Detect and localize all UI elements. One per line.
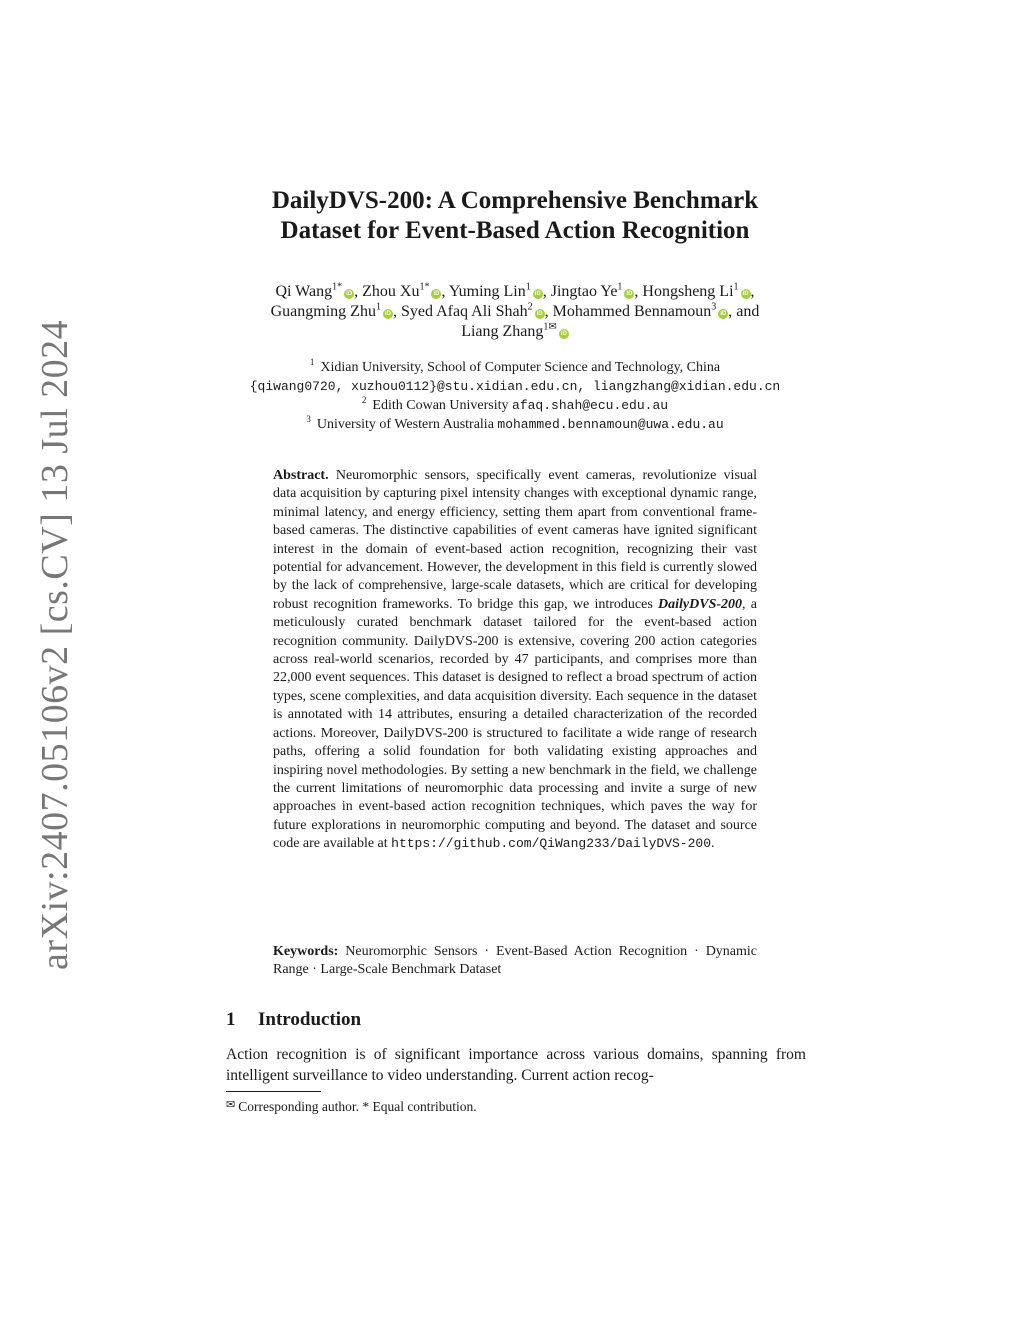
affiliations [200, 358, 830, 434]
paper-title [150, 186, 880, 246]
keywords-label: Keywords: [273, 944, 339, 959]
author-name: Syed Afaq Ali Shah [400, 303, 528, 320]
affiliation-email[interactable]: mohammed.bennamoun@uwa.edu.au [497, 417, 724, 432]
repository-link[interactable]: https://github.com/QiWang233/DailyDVS-200 [391, 836, 712, 852]
orcid-icon[interactable]: iD [384, 311, 391, 317]
author-separator: , [542, 283, 551, 300]
author-list [200, 282, 830, 342]
affiliation-3 [200, 415, 830, 434]
envelope-icon: ✉ [548, 321, 557, 333]
affiliation-number: 2 [361, 395, 367, 406]
footnote [226, 1096, 806, 1116]
abstract-text-part1: Neuromorphic sensors, specifically event cameras, revolutionize visual data acquisition by capturing pixel intensity changes with exceptional dynamic range, minimal latency, and energy efficiency, setting them apart from conventional frame-based cameras. The distinctive capabilities of event cameras have ignited significant interest in the domain of event-based action recognition, recognizing their vast potential for advancement. However, the development in this field is currently slowed by the lack of comprehensive, large-scale datasets, which are critical for developing robust recognition frameworks. To bridge this gap, we introduces [273, 468, 757, 612]
author-affil-sup: 2 [527, 301, 533, 313]
author-affil-sup: 1 [525, 281, 531, 293]
affiliation-number: 3 [306, 414, 311, 425]
title-line-1: DailyDVS-200: A Comprehensive Benchmark [271, 187, 759, 214]
affiliation-text: Edith Cowan University [372, 398, 509, 413]
orcid-icon[interactable]: iD [433, 291, 440, 297]
author-name: Yuming Lin [448, 283, 526, 300]
orcid-icon[interactable]: iD [560, 331, 567, 337]
introduction-paragraph: Action recognition is of significant importance across various domains, spanning from intelligent surveillance to video understanding. Current action recog- [226, 1046, 806, 1084]
arxiv-identifier-stamp: arXiv:2407.05106v2 [cs.CV] 13 Jul 2024 [34, 319, 76, 970]
author-name: Qi Wang [275, 283, 333, 300]
affiliation-number: 1 [309, 357, 315, 368]
abstract-label: Abstract. [273, 468, 329, 483]
abstract-end: . [711, 836, 715, 852]
orcid-icon[interactable]: iD [626, 291, 633, 297]
orcid-icon[interactable]: iD [742, 291, 749, 297]
author-affil-sup: 1 [375, 301, 381, 313]
author-affil-number: 1 [543, 321, 549, 333]
affiliation-1 [200, 358, 830, 377]
author-name: Liang Zhang [461, 323, 544, 340]
orcid-icon[interactable]: iD [346, 291, 353, 297]
author-separator: , [634, 283, 643, 300]
envelope-icon: ✉ [226, 1099, 236, 1111]
section-title: Introduction [258, 1009, 362, 1030]
footnote-rule [226, 1091, 321, 1092]
author-affil-sup: 3 [711, 301, 717, 313]
keywords-text: Neuromorphic Sensors · Event-Based Action Recognition · Dynamic Range · Large-Scale Benchmark Dataset [273, 944, 758, 978]
author-separator: , [750, 283, 755, 300]
affiliation-text: Xidian University, School of Computer Science and Technology, China [320, 360, 721, 375]
author-affil-sup: 1 [617, 281, 623, 293]
orcid-icon[interactable]: iD [720, 311, 727, 317]
author-name: Guangming Zhu [270, 303, 376, 320]
affiliation-email[interactable]: afaq.shah@ecu.edu.au [512, 398, 669, 413]
affiliation-1-emails[interactable]: {qiwang0720, xuzhou0112}@stu.xidian.edu.cn, liangzhang@xidian.edu.cn [249, 379, 781, 394]
author-name: Mohammed Bennamoun [552, 303, 712, 320]
abstract-text-part2: , a meticulously curated benchmark dataset tailored for the event-based action recognition community. DailyDVS-200 is extensive, covering 200 action categories across real-world scenarios, recorded by 47 participants, and comprises more than 22,000 event sequences. This dataset is designed to reflect a broad spectrum of action types, scene complexities, and data acquisition diversity. Each sequence in the dataset is annotated with 14 attributes, ensuring a detailed characterization of the recorded actions. Moreover, DailyDVS-200 is structured to facilitate a wide range of research paths, offering a solid foundation for both validating existing approaches and inspiring novel methodologies. By setting a new benchmark in the field, we challenge the current limitations of neuromorphic data processing and invite a surge of new approaches in event-based action recognition techniques, which paves the way for future explorations in neuromorphic computing and beyond. The dataset and source code are available at [273, 596, 757, 852]
affiliation-2 [200, 396, 830, 415]
author-separator: , [392, 303, 401, 320]
author-affil-sup: 1* [419, 281, 430, 293]
author-name: Zhou Xu [362, 283, 420, 300]
section-heading [226, 1008, 806, 1032]
author-separator: , [441, 283, 449, 300]
author-affil-sup: 1* [332, 281, 343, 293]
footnote-text: Corresponding author. * Equal contribution. [238, 1099, 477, 1114]
title-line-2: Dataset for Event-Based Action Recognition [280, 217, 750, 244]
author-separator: , [354, 283, 363, 300]
author-affil-sup: 1 [733, 281, 739, 293]
dataset-name: DailyDVS-200 [658, 596, 743, 612]
author-separator: , and [728, 303, 760, 320]
author-name: Hongsheng Li [642, 283, 734, 300]
author-separator: , [544, 303, 553, 320]
orcid-icon[interactable]: iD [536, 311, 543, 317]
abstract [273, 467, 757, 854]
author-affil-sup [543, 322, 556, 333]
author-name: Jingtao Ye [550, 283, 618, 300]
section-number: 1 [226, 1009, 236, 1030]
orcid-icon[interactable]: iD [534, 291, 541, 297]
affiliation-text: University of Western Australia [316, 417, 494, 432]
keywords [273, 943, 757, 980]
